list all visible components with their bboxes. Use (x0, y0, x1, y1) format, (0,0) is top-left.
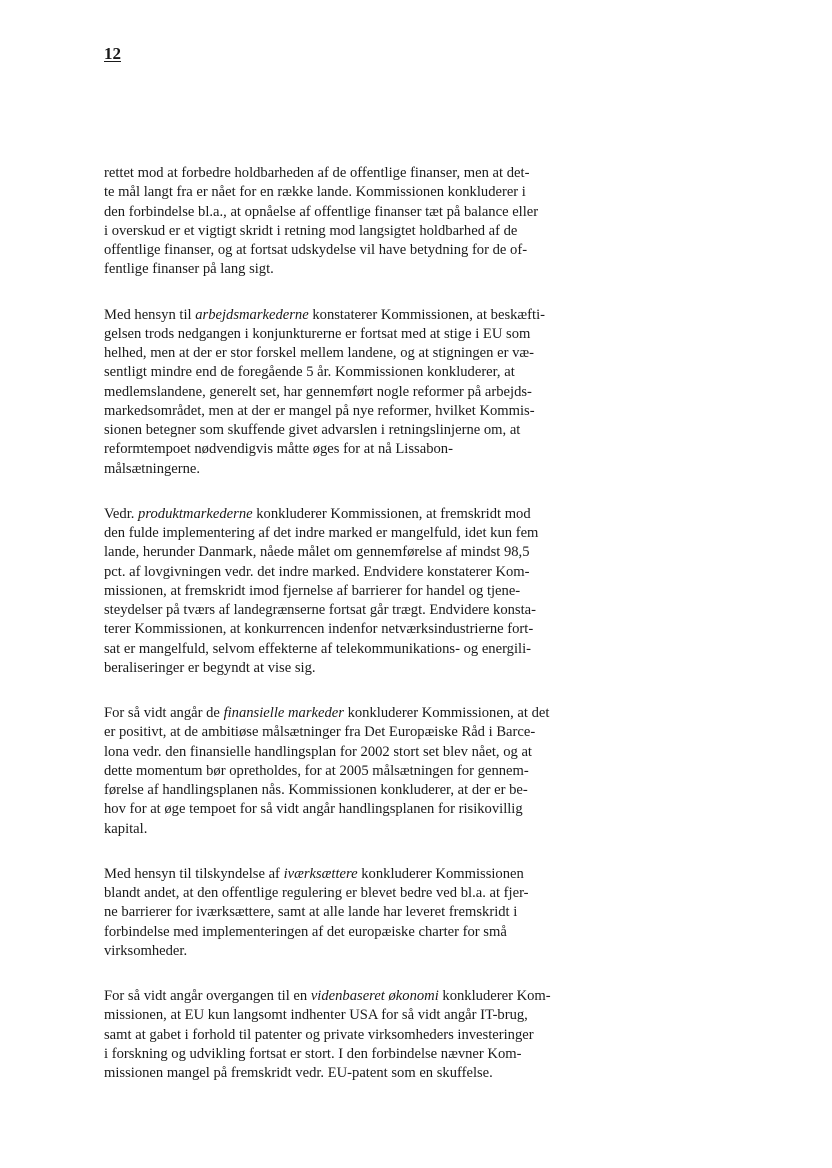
emphasized-term: produktmarkederne (138, 505, 253, 522)
text-line (104, 421, 629, 440)
page-number: 12 (104, 44, 121, 63)
text-segment: konstaterer Kommissionen, at beskæfti- (308, 306, 545, 323)
text-line (104, 923, 629, 942)
text-line (104, 260, 629, 279)
paragraph (104, 704, 629, 839)
text-line (104, 524, 629, 543)
text-line (104, 820, 629, 839)
text-line (104, 440, 629, 459)
text-segment: missionen mangel på fremskridt vedr. EU-patent som en skuffelse. (104, 1065, 493, 1081)
text-segment: virksomheder. (104, 942, 188, 959)
text-line (104, 582, 629, 601)
paragraph (104, 865, 629, 961)
text-segment: forbindelse med implementeringen af det europæiske charter for små (104, 923, 507, 940)
text-line (104, 640, 629, 659)
paragraph (104, 505, 629, 678)
text-line (104, 543, 629, 562)
text-segment: markedsområdet, men at der er mangel på nye reformer, hvilket Kommis- (104, 402, 535, 419)
emphasized-term: videnbaseret økonomi (310, 988, 439, 1004)
text-line (104, 1045, 629, 1064)
text-segment: sat er mangelfuld, selvom effekterne af telekommunikations- og energili- (104, 640, 532, 657)
text-line (104, 884, 629, 903)
text-line (104, 325, 629, 344)
text-line (104, 505, 629, 524)
text-line (104, 363, 629, 382)
text-line (104, 987, 629, 1006)
text-segment: lande, herunder Danmark, nåede målet om gennemførelse af mindst 98,5 (104, 544, 530, 561)
text-line (104, 1006, 629, 1025)
text-segment: For så vidt angår de (104, 705, 224, 721)
text-segment: Med hensyn til (104, 306, 196, 323)
text-segment: offentlige finanser, og at fortsat udskydelse vil have betydning for de of- (104, 242, 528, 258)
text-segment: reformtempoet nødvendigvis måtte øges for at nå Lissabon- (104, 441, 453, 458)
text-segment: blandt andet, at den offentlige regulering er blevet bedre ved bl.a. at fjer- (104, 885, 529, 901)
text-segment: rettet mod at forbedre holdbarheden af de offentlige finanser, men at det- (104, 165, 530, 181)
text-line (104, 659, 629, 678)
text-segment: sentligt mindre end de foregående 5 år. Kommissionen konkluderer, at (104, 364, 515, 381)
text-segment: den fulde implementering af det indre marked er mangelfuld, idet kun fem (104, 525, 539, 541)
text-segment: i forskning og udvikling fortsat er stort. I den forbindelse nævner Kom- (104, 1045, 522, 1062)
text-line (104, 222, 629, 241)
text-line (104, 563, 629, 582)
text-segment: den forbindelse bl.a., at opnåelse af offentlige finanser tæt på balance eller (104, 203, 539, 220)
text-segment: terer Kommissionen, at konkurrencen indenfor netværksindustrierne fort- (104, 621, 534, 638)
text-segment: Vedr. (104, 505, 139, 522)
text-segment: i overskud er et vigtigt skridt i retning mod langsigtet holdbarhed af de (104, 222, 518, 239)
emphasized-term: finansielle markeder (223, 705, 344, 721)
paragraph (104, 987, 629, 1083)
text-line (104, 383, 629, 402)
paragraph (104, 164, 629, 280)
text-line (104, 762, 629, 781)
text-line (104, 743, 629, 762)
text-segment: kapital. (104, 820, 148, 837)
text-segment: lona vedr. den finansielle handlingsplan for 2002 stort set blev nået, og at (104, 743, 532, 760)
text-line (104, 942, 629, 961)
text-line (104, 1026, 629, 1045)
text-segment: konkluderer Kommissionen (357, 865, 524, 882)
text-segment: medlemslandene, generelt set, har gennemført nogle reformer på arbejds- (104, 383, 532, 400)
text-line (104, 800, 629, 819)
text-line (104, 203, 629, 222)
text-line (104, 781, 629, 800)
emphasized-term: iværksættere (283, 865, 358, 882)
text-segment: sionen betegner som skuffende givet advarslen i retningslinjerne om, at (104, 422, 521, 438)
text-line (104, 460, 629, 479)
text-segment: ne barrierer for iværksættere, samt at alle lande har leveret fremskridt i (104, 904, 518, 921)
text-segment: konkluderer Kommissionen, at fremskridt mod (252, 505, 531, 522)
text-segment: Med hensyn til tilskyndelse af (104, 865, 284, 882)
text-line (104, 620, 629, 639)
text-segment: fentlige finanser på lang sigt. (104, 261, 274, 278)
text-line (104, 903, 629, 922)
text-segment: te mål langt fra er nået for en række lande. Kommissionen konkluderer i (104, 184, 526, 201)
text-segment: missionen, at EU kun langsomt indhenter USA for så vidt angår IT-brug, (104, 1007, 528, 1024)
text-line (104, 704, 629, 723)
text-segment: missionen, at fremskridt imod fjernelse af barrierer for handel og tjene- (104, 582, 521, 599)
text-segment: helhed, men at der er stor forskel mellem landene, og at stigningen er væ- (104, 345, 534, 361)
text-line (104, 723, 629, 742)
text-line (104, 1064, 629, 1083)
text-segment: pct. af lovgivningen vedr. det indre marked. Endvidere konstaterer Kom- (104, 563, 530, 580)
text-segment: målsætningerne. (104, 460, 201, 477)
text-segment: er positivt, at de ambitiøse målsætninger fra Det Europæiske Råd i Barce- (104, 724, 536, 741)
text-segment: konkluderer Kommissionen, at det (343, 705, 550, 721)
text-line (104, 306, 629, 325)
body-text (104, 164, 629, 1109)
text-segment: konkluderer Kom- (438, 988, 551, 1004)
text-segment: førelse af handlingsplanen nås. Kommissionen konkluderer, at der er be- (104, 782, 528, 798)
emphasized-term: arbejdsmarkederne (195, 306, 309, 323)
text-segment: samt at gabet i forhold til patenter og private virksomheders investeringer (104, 1026, 534, 1043)
text-line (104, 183, 629, 202)
text-segment: gelsen trods nedgangen i konjunkturerne er fortsat med at stige i EU som (104, 325, 531, 342)
text-line (104, 241, 629, 260)
text-segment: steydelser på tværs af landegrænserne fortsat går trægt. Endvidere konsta- (104, 602, 537, 618)
text-line (104, 865, 629, 884)
text-segment: beraliseringer er begyndt at vise sig. (104, 659, 316, 676)
text-segment: dette momentum bør opretholdes, for at 2005 målsætningen for gennem- (104, 762, 529, 779)
text-segment: hov for at øge tempoet for så vidt angår handlingsplanen for risikovillig (104, 801, 523, 818)
paragraph (104, 306, 629, 479)
text-line (104, 601, 629, 620)
text-line (104, 164, 629, 183)
text-line (104, 402, 629, 421)
text-line (104, 344, 629, 363)
text-segment: For så vidt angår overgangen til en (104, 988, 311, 1004)
